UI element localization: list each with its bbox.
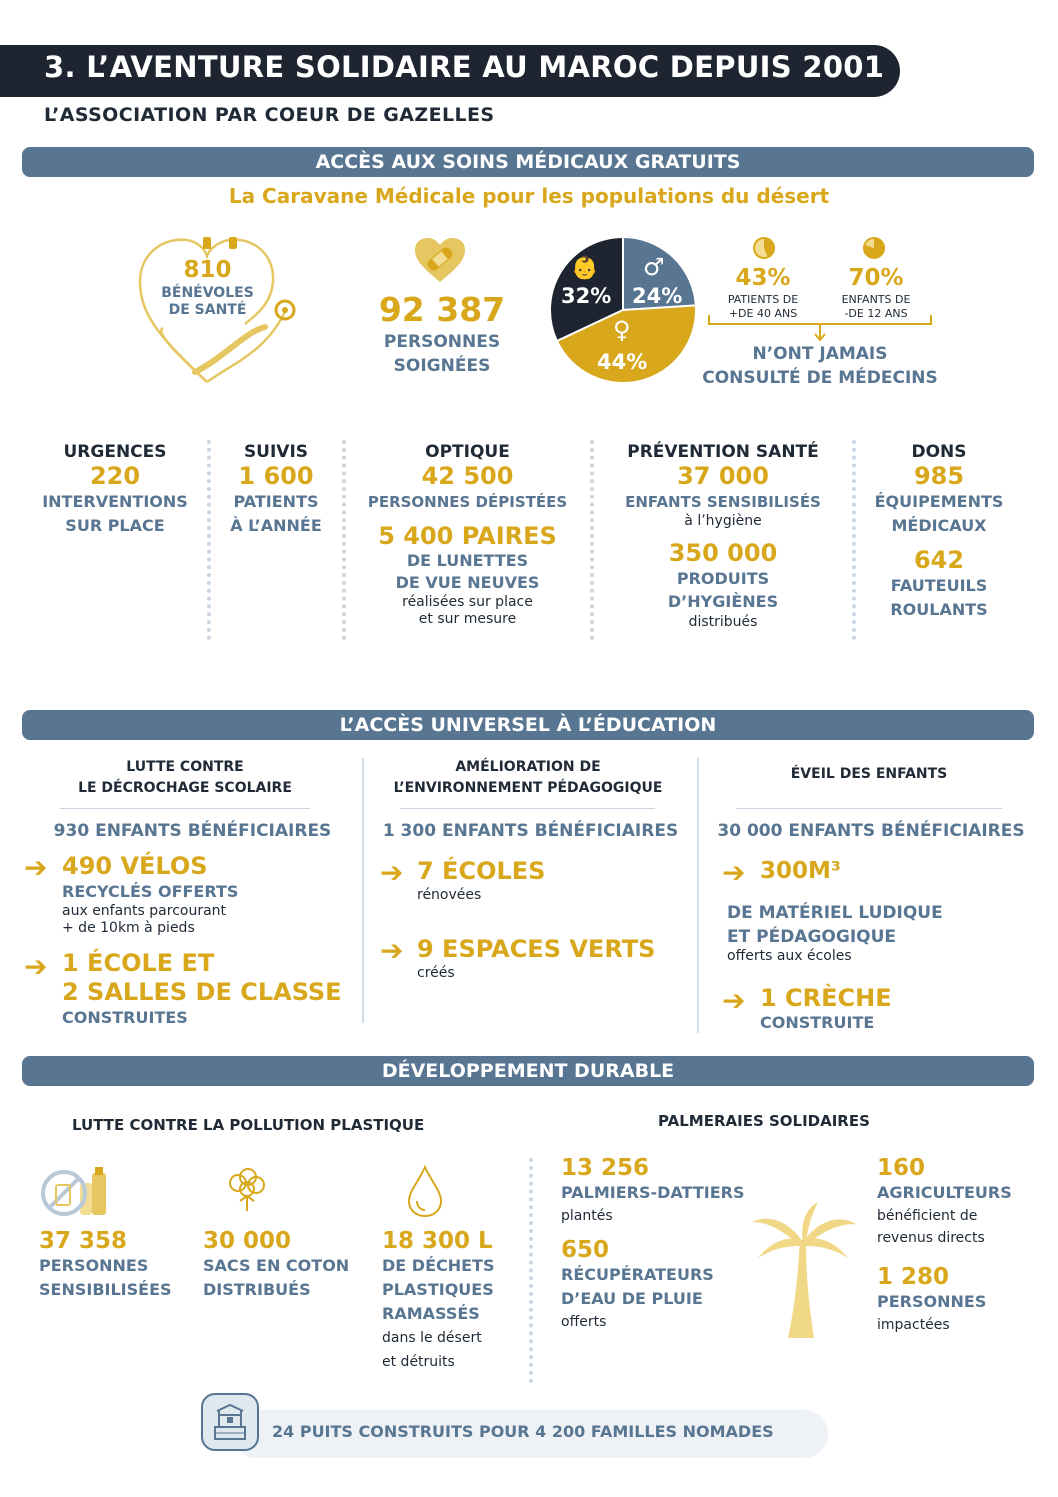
prevention-label-3: D’HYGIÈNES xyxy=(667,592,779,611)
dons-head: DONS xyxy=(911,442,967,462)
never-consulted-2: CONSULTÉ DE MÉDECINS xyxy=(702,368,938,388)
p3-value: 18 300 L xyxy=(382,1228,493,1254)
arrow-icon: ➔ xyxy=(24,851,48,884)
edu-c3-beneficiaries: 30 000 ENFANTS BÉNÉFICIAIRES xyxy=(717,821,1025,841)
pa2-value: 650 xyxy=(561,1237,610,1263)
edu-c2-sub-2: créés xyxy=(417,965,455,981)
optique-value: 42 500 xyxy=(421,462,514,490)
palm-col-3 xyxy=(877,1155,1012,1249)
edu-c1-head xyxy=(30,757,340,799)
col-urgences xyxy=(30,442,200,538)
p2-label-1: SACS EN COTON xyxy=(203,1256,350,1275)
volunteers-label-1: BÉNÉVOLES xyxy=(161,285,254,301)
suivis-label-1: PATIENTS xyxy=(233,492,319,511)
arrow-icon: ➔ xyxy=(24,950,48,983)
p3-label-2: PLASTIQUES xyxy=(382,1280,494,1299)
mini-pie-43-icon xyxy=(752,236,776,260)
urgences-head: URGENCES xyxy=(63,442,167,462)
palm-col-2 xyxy=(561,1237,714,1333)
plastic-col-3 xyxy=(382,1228,495,1374)
pa4-label-1: PERSONNES xyxy=(877,1292,987,1311)
urgences-label-1: INTERVENTIONS xyxy=(42,492,188,511)
edu-c3-label xyxy=(727,901,943,949)
optique-label-3: DE VUE NEUVES xyxy=(395,573,540,592)
edu-c1-value-2a: 1 ÉCOLE ET xyxy=(62,949,215,977)
optique-sub-1: réalisées sur place xyxy=(402,594,533,610)
stat-70-value: 70% xyxy=(848,265,904,291)
pa4-sub-1: impactées xyxy=(877,1317,950,1333)
section-band-education: L’ACCÈS UNIVERSEL À L’ÉDUCATION xyxy=(22,710,1034,740)
edu-c1-sub xyxy=(62,903,226,937)
divider-2 xyxy=(342,440,346,640)
edu-c3-label-2: ET PÉDAGOGIQUE xyxy=(727,927,897,947)
page-subtitle: L’ASSOCIATION PAR COEUR DE GAZELLES xyxy=(44,104,495,126)
edu-c1-beneficiaries: 930 ENFANTS BÉNÉFICIAIRES xyxy=(53,821,332,841)
cotton-icon xyxy=(222,1165,272,1215)
palm-col-4 xyxy=(877,1264,986,1336)
prevention-label-1: ENFANTS SENSIBILISÉS xyxy=(625,493,821,511)
bracket-connector xyxy=(707,315,933,345)
stat-70-label-2: -DE 12 ANS xyxy=(844,307,908,320)
well-icon-frame xyxy=(201,1393,259,1451)
dons-label-3: FAUTEUILS xyxy=(890,576,988,595)
suivis-value: 1 600 xyxy=(238,462,314,490)
arrow-icon: ➔ xyxy=(722,984,746,1017)
p2-label-2: DISTRIBUÉS xyxy=(203,1280,311,1299)
pa2-label-2: D’EAU DE PLUIE xyxy=(561,1289,703,1308)
patients-value: 92 387 xyxy=(378,290,506,329)
p3-label-3: RAMASSÉS xyxy=(382,1304,480,1323)
drop-icon xyxy=(403,1163,447,1219)
edu-c2-sub-1: rénovées xyxy=(417,887,482,903)
edu-c1-rule xyxy=(60,808,310,809)
prevention-value: 37 000 xyxy=(677,462,769,490)
p1-value: 37 358 xyxy=(39,1228,128,1254)
dons-label-1: ÉQUIPEMENTS xyxy=(874,492,1004,511)
no-plastic-icon xyxy=(40,1165,110,1219)
suivis-head: SUIVIS xyxy=(243,442,309,462)
prevention-value-2: 350 000 xyxy=(668,539,778,567)
dons-label-2: MÉDICAUX xyxy=(891,516,987,535)
optique-label-2: DE LUNETTES xyxy=(406,551,529,570)
male-icon: ♂ xyxy=(643,253,665,281)
p3-label-1: DE DÉCHETS xyxy=(382,1256,495,1275)
edu-c1-value-2b: 2 SALLES DE CLASSE xyxy=(62,978,342,1006)
female-icon: ♀ xyxy=(613,316,631,344)
pie-label-women: 44% xyxy=(597,350,648,374)
prevention-label-2: PRODUITS xyxy=(676,569,770,588)
edu-c3-head: ÉVEIL DES ENFANTS xyxy=(790,766,948,782)
palm-col-1 xyxy=(561,1155,744,1227)
edu-c3-value-2: 1 CRÈCHE xyxy=(760,984,892,1012)
optique-value-2: 5 400 PAIRES xyxy=(378,522,557,550)
patients-label-2: SOIGNÉES xyxy=(393,356,491,376)
volunteers-label xyxy=(140,285,275,319)
edu-c1-value-1: 490 VÉLOS xyxy=(62,852,208,880)
divider-1 xyxy=(207,440,211,640)
pa3-sub-2: revenus directs xyxy=(877,1230,985,1246)
pa4-value: 1 280 xyxy=(877,1264,950,1290)
stat-43-label-1: PATIENTS DE xyxy=(727,293,799,306)
volunteers-label-2: DE SANTÉ xyxy=(168,302,247,318)
edu-c1-value-2 xyxy=(62,949,342,1007)
palm-head: PALMERAIES SOLIDAIRES xyxy=(658,1112,870,1130)
col-suivis xyxy=(215,442,337,538)
p3-sub-1: dans le désert xyxy=(382,1330,482,1346)
pie-label-men: 24% xyxy=(632,284,683,308)
pie-label-children: 32% xyxy=(561,284,612,308)
edu-c1-sub-1: aux enfants parcourant xyxy=(62,903,227,919)
pa1-value: 13 256 xyxy=(561,1155,650,1181)
arrow-icon: ➔ xyxy=(380,934,404,967)
p1-label-1: PERSONNES xyxy=(39,1256,149,1275)
col-optique xyxy=(350,442,585,628)
page-title: 3. L’AVENTURE SOLIDAIRE AU MAROC DEPUIS 2001 xyxy=(44,50,885,84)
edu-c2-beneficiaries: 1 300 ENFANTS BÉNÉFICIAIRES xyxy=(382,821,679,841)
dons-value-2: 642 xyxy=(913,546,965,574)
optique-sub-2: et sur mesure xyxy=(418,611,517,627)
baby-icon: 👶 xyxy=(571,256,599,281)
edu-c1-head-1: LUTTE CONTRE xyxy=(126,759,244,775)
edu-c3-label-3: CONSTRUITE xyxy=(760,1013,875,1032)
edu-c1-label-1: RECYCLÉS OFFERTS xyxy=(62,882,239,901)
palm-tree-icon xyxy=(748,1200,858,1340)
bandage-heart-icon xyxy=(413,236,467,284)
plastic-head: LUTTE CONTRE LA POLLUTION PLASTIQUE xyxy=(72,1116,425,1134)
divider-4 xyxy=(852,440,856,640)
stat-43-label-2: +DE 40 ANS xyxy=(728,307,798,320)
wells-label: 24 PUITS CONSTRUITS POUR 4 200 FAMILLES NOMADES xyxy=(272,1422,774,1441)
patients-label-1: PERSONNES xyxy=(383,332,501,352)
section-band-health: ACCÈS AUX SOINS MÉDICAUX GRATUITS xyxy=(22,147,1034,177)
plastic-col-1 xyxy=(39,1228,172,1302)
pa1-sub-1: plantés xyxy=(561,1208,613,1224)
well-icon xyxy=(203,1395,257,1449)
prevention-head: PRÉVENTION SANTÉ xyxy=(627,442,819,462)
edu-c1-label-2: CONSTRUITES xyxy=(62,1008,188,1027)
edu-c2-head xyxy=(368,757,688,799)
never-consulted-1: N’ONT JAMAIS xyxy=(752,344,888,364)
mini-pie-70-icon xyxy=(862,236,886,260)
never-consulted-label xyxy=(690,342,950,390)
pa1-label-1: PALMIERS-DATTIERS xyxy=(561,1183,745,1202)
durable-divider xyxy=(529,1158,533,1383)
p2-value: 30 000 xyxy=(203,1228,292,1254)
health-subtitle: La Caravane Médicale pour les populations du désert xyxy=(228,184,830,208)
edu-c2-value-2: 9 ESPACES VERTS xyxy=(417,935,656,963)
arrow-icon: ➔ xyxy=(380,856,404,889)
prevention-sub-2: distribués xyxy=(688,614,758,630)
pa2-label-1: RÉCUPÉRATEURS xyxy=(561,1265,714,1284)
edu-divider-2 xyxy=(697,758,699,1033)
p1-label-2: SENSIBILISÉES xyxy=(39,1280,172,1299)
edu-c2-rule xyxy=(400,808,655,809)
edu-c2-head-1: AMÉLIORATION DE xyxy=(455,759,601,775)
edu-c1-head-2: LE DÉCROCHAGE SCOLAIRE xyxy=(78,780,292,796)
pa3-label-1: AGRICULTEURS xyxy=(877,1183,1012,1202)
p3-sub-2: et détruits xyxy=(382,1354,455,1370)
suivis-label-2: À L’ANNÉE xyxy=(230,516,322,535)
urgences-value: 220 xyxy=(89,462,141,490)
edu-c1-sub-2: + de 10km à pieds xyxy=(62,920,195,936)
plastic-col-2 xyxy=(203,1228,349,1302)
edu-c2-value-1: 7 ÉCOLES xyxy=(417,857,546,885)
pa3-sub-1: bénéficient de xyxy=(877,1208,978,1224)
prevention-sub-1: à l’hygiène xyxy=(684,513,762,529)
patients-label xyxy=(372,330,512,378)
optique-label-1: PERSONNES DÉPISTÉES xyxy=(367,493,568,511)
section-band-durable: DÉVELOPPEMENT DURABLE xyxy=(22,1056,1034,1086)
arrow-icon: ➔ xyxy=(722,856,746,889)
urgences-label-2: SUR PLACE xyxy=(65,516,165,535)
edu-c2-head-2: L’ENVIRONNEMENT PÉDAGOGIQUE xyxy=(393,780,663,796)
dons-label-4: ROULANTS xyxy=(890,600,988,619)
optique-head: OPTIQUE xyxy=(425,442,510,462)
stat-43-value: 43% xyxy=(735,265,791,291)
col-dons xyxy=(860,442,1018,622)
stat-70-label-1: ENFANTS DE xyxy=(841,293,911,306)
edu-divider-1 xyxy=(362,758,364,1023)
dons-value: 985 xyxy=(913,462,965,490)
edu-c3-label-1: DE MATÉRIEL LUDIQUE xyxy=(727,903,943,923)
volunteers-value: 810 xyxy=(183,257,232,283)
edu-c3-rule xyxy=(736,808,1002,809)
divider-3 xyxy=(590,440,594,640)
pa2-sub-1: offerts xyxy=(561,1314,607,1330)
edu-c3-value-1: 300M³ xyxy=(760,858,841,884)
edu-c3-sub-1: offerts aux écoles xyxy=(727,948,852,964)
pa3-value: 160 xyxy=(877,1155,926,1181)
col-prevention xyxy=(598,442,848,632)
